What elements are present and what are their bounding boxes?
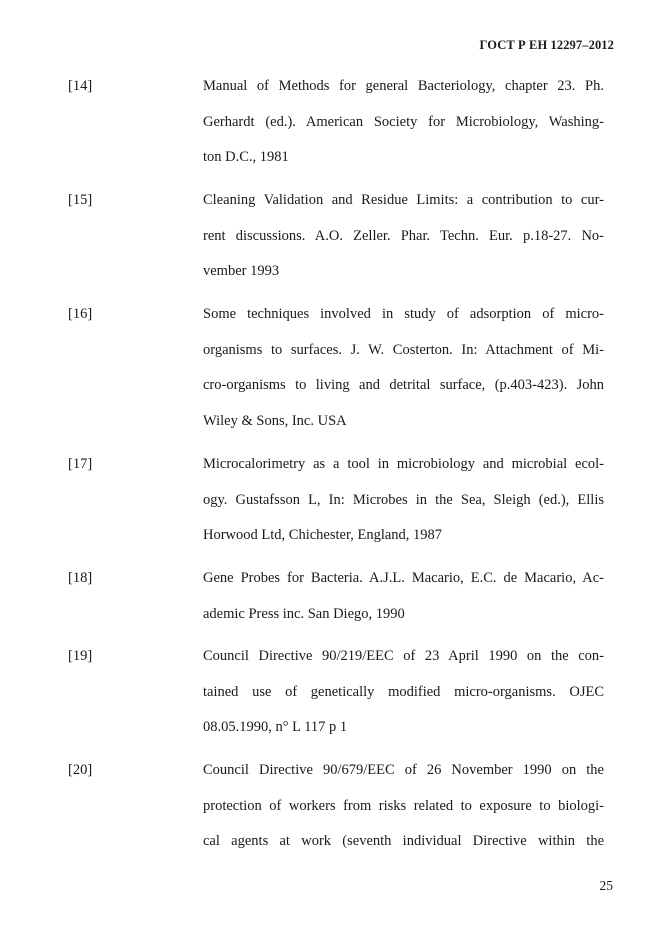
- reference-text-line: Some techniques involved in study of adsorption of micro-: [203, 306, 604, 322]
- reference-text-line: ademic Press inc. San Diego, 1990: [203, 605, 405, 622]
- reference-number: [20]: [68, 762, 93, 778]
- reference-number: [15]: [68, 192, 93, 208]
- reference-number: [16]: [68, 306, 93, 322]
- reference-text-line: organisms to surfaces. J. W. Costerton. In: Attachment of Mi-: [203, 341, 604, 358]
- reference-text-line: Gerhardt (ed.). American Society for Microbiology, Washing-: [203, 113, 604, 130]
- document-code-header: ГОСТ Р ЕН 12297–2012: [479, 38, 614, 52]
- reference-text-line: Council Directive 90/219/EEC of 23 April 1990 on the con-: [203, 648, 604, 664]
- reference-text-line: Cleaning Validation and Residue Limits: a contribution to cur-: [203, 192, 604, 208]
- reference-text-line: Wiley & Sons, Inc. USA: [203, 413, 347, 430]
- reference-text-line: Gene Probes for Bacteria. A.J.L. Macario, E.C. de Macario, Ac-: [203, 570, 604, 586]
- reference-text-line: vember 1993: [203, 263, 280, 280]
- reference-text-line: Manual of Methods for general Bacteriology, chapter 23. Ph.: [203, 78, 604, 94]
- reference-text-line: 08.05.1990, n° L 117 p 1: [203, 719, 348, 736]
- page-number: 25: [599, 878, 613, 893]
- reference-text-line: Council Directive 90/679/EEC of 26 November 1990 on the: [203, 762, 604, 778]
- reference-text-line: tained use of genetically modified micro-organisms. OJEC: [203, 683, 604, 700]
- reference-number: [18]: [68, 570, 93, 586]
- reference-text-line: Microcalorimetry as a tool in microbiology and microbial ecol-: [203, 456, 604, 472]
- reference-text-line: Horwood Ltd, Chichester, England, 1987: [203, 527, 443, 544]
- reference-text-line: rent discussions. A.O. Zeller. Phar. Techn. Eur. p.18-27. No-: [203, 227, 604, 244]
- reference-text-line: cro-organisms to living and detrital surface, (p.403-423). John: [203, 377, 604, 394]
- reference-text-line: cal agents at work (seventh individual Directive within the: [203, 833, 604, 850]
- reference-number: [14]: [68, 78, 93, 94]
- reference-number: [17]: [68, 456, 93, 472]
- reference-text-line: ton D.C., 1981: [203, 149, 289, 166]
- reference-text-line: ogy. Gustafsson L, In: Microbes in the Sea, Sleigh (ed.), Ellis: [203, 491, 604, 508]
- reference-text-line: protection of workers from risks related to exposure to biologi-: [203, 797, 604, 814]
- reference-number: [19]: [68, 648, 93, 664]
